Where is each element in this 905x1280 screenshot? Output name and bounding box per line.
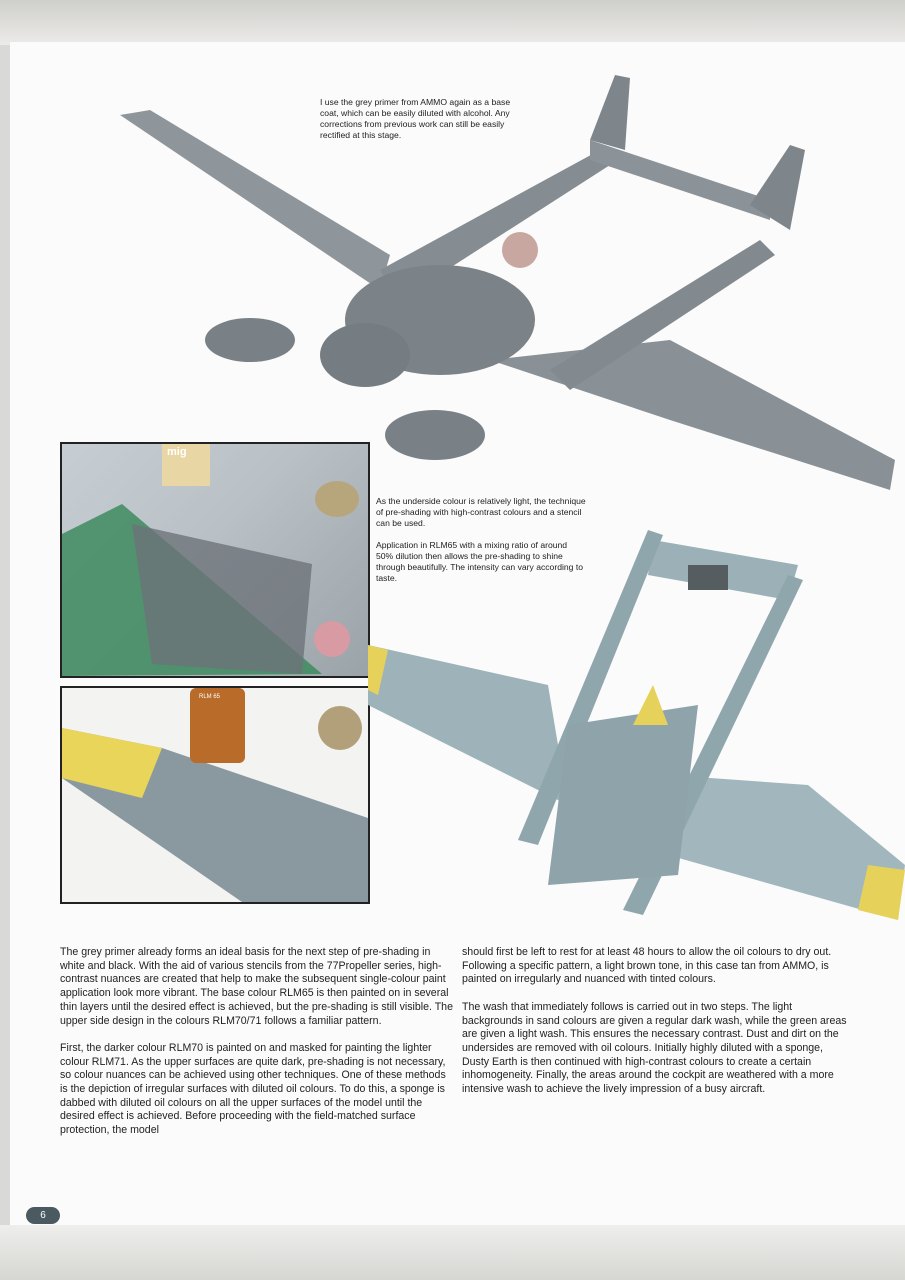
rlm65-underside-aircraft-photo [368,525,905,935]
page-number: 6 [26,1207,60,1224]
body-paragraph: The grey primer already forms an ideal basis for the next step of pre-shading in white and black. With the aid of various stencils from the 77Propeller series, high-contrast nuances are created that help to make the subsequent single-colour paint application look more vibrant. The base colour RLM65 is then painted on in several thin layers until the desired effect is achieved, but the pre-shading is still visible. The upper side design in the colours RLM70/71 follows a familiar pattern. [60,946,453,1027]
stencil-photo [60,442,370,678]
fin-right [750,145,805,230]
rlm65-painting-photo [60,686,370,904]
underside-fuselage [548,705,698,885]
caption-underside-1: As the underside colour is relatively light, the technique of pre-shading with high-contrast colours and a stencil can be used. [376,496,586,528]
body-text-left [60,946,455,1152]
engine-right [385,410,485,460]
body-paragraph: should first be left to rest for at least 48 hours to allow the oil colours to dry out. Following a specific pattern, a light brown tone, in this case tan from AMMO, is painted on irregularly and nuanced with tinted colours. [462,946,832,986]
body-text-right [462,946,847,1110]
engine-left [205,318,295,362]
body-paragraph: The wash that immediately follows is carried out in two steps. The light backgrounds in sand colours are given a regular dark wash, while the green areas are given a light wash. This ensures the necessary contrast. Dust and dirt on the undersides are removed with oil colours. Initially highly diluted with a sponge, Dusty Earth is then continued with high-contrast colours to create a certain inhomogeneity. Finally, the areas around the cockpit are weathered with a more intensive wash to achieve the lively impression of a busy aircraft. [462,1000,847,1096]
page-top-edge [0,0,905,45]
right-wing [490,340,895,490]
bottle-label: mig [167,446,187,458]
caption-underside-2: Application in RLM65 with a mixing ratio of around 50% dilution then allows the pre-shading to shine through beautifully. The intensity can vary according to taste. [376,540,584,583]
bottle-label: RLM 65 [199,694,221,700]
body-paragraph: First, the darker colour RLM70 is painted on and masked for painting the lighter colour RLM71. As the upper surfaces are quite dark, pre-shading is not necessary, so colour nuances can be achieved using other techniques. One of these methods is the depiction of irregular surfaces with diluted oil colours. To do this, a sponge is dabbed with diluted oil colours on all the upper surfaces of the model until the desired effect is achieved. Before proceeding with the field-matched surface protection, the model [60,1041,446,1137]
page-bottom-edge [0,1225,905,1280]
caption-primer: I use the grey primer from AMMO again as a base coat, which can be easily diluted with alcohol. Any corrections from previous work can still be easily rectified at this stage. [320,97,511,140]
underside-left-wing [368,645,568,805]
fin-left [590,75,630,150]
tailplane [590,140,770,220]
nose [320,323,410,387]
